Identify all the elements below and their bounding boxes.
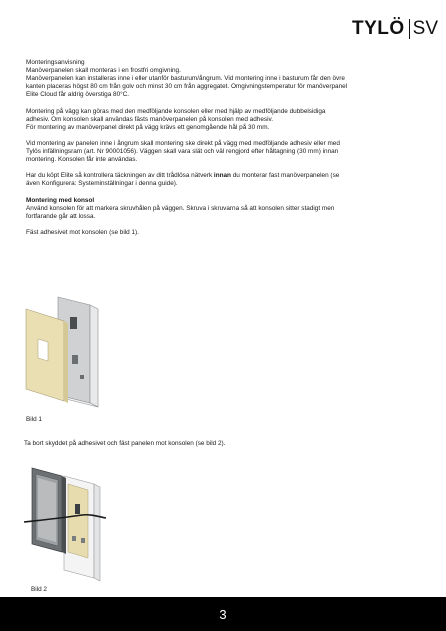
- logo-divider: [409, 19, 410, 39]
- figure-2-panel-mounting: [22, 460, 114, 582]
- paragraph-line: Manöverpanelen kan installeras inne i eller utanför basturum/ångrum. Vid montering inne i basturum får den övre: [26, 75, 345, 83]
- paragraph-line: Använd konsolen för att markera skruvhålen på väggen. Skruva i skruvarna så att konsolen sitter stadigt men: [26, 204, 335, 212]
- paragraph-line: Vid montering av panelen inne i ångrum skall montering ske direkt på vägg med medföljande adhesiv eller med: [26, 139, 340, 147]
- step-instruction-2: Ta bort skyddet på adhesivet och fäst panelen mot konsolen (se bild 2).: [24, 440, 226, 447]
- emphasis-text: innan: [213, 172, 231, 180]
- language-code: SV: [412, 18, 438, 39]
- page-number: 3: [219, 607, 227, 622]
- instruction-text: [26, 59, 414, 237]
- paragraph-line: fortfarande går att lossa.: [26, 212, 96, 220]
- text-run: du monterar fast manöverpanelen (se: [230, 172, 340, 180]
- paragraph-line: adhesiv. Om konsolen skall användas fästs manöverpanelen på konsolen med adhesiv.: [26, 115, 274, 123]
- paragraph-line: Elite Cloud får aldrig överstiga 80°C.: [26, 91, 130, 99]
- paragraph-line: Manöverpanelen skall monteras i en frostfri omgivning.: [26, 67, 181, 75]
- subsection-heading: Montering med konsol: [26, 196, 95, 204]
- paragraph-line: För montering av manöverpanel direkt på vägg krävs ett genomgående hål på 30 mm.: [26, 123, 270, 131]
- paragraph-line: [26, 172, 414, 180]
- paragraph-line: Montering på vägg kan göras med den medföljande konsolen eller med hjälp av medföljande dubbelsidiga: [26, 107, 326, 115]
- figure-2-caption: Bild 2: [31, 586, 47, 593]
- brand-logo: [352, 18, 438, 40]
- text-run: Har du köpt Elite så kontrollera täckningen av ditt trådlösa nätverk: [26, 172, 214, 180]
- brand-name: TYLÖ: [351, 18, 405, 39]
- step-instruction: Fäst adhesivet mot konsolen (se bild 1).: [26, 228, 139, 236]
- paragraph-line: även Konfigurera: Systeminställningar i denna guide).: [26, 180, 178, 188]
- paragraph-line: montering. Konsolen får inte användas.: [26, 156, 138, 164]
- page-footer: [0, 597, 446, 631]
- paragraph-line: kanten placeras högst 80 cm från golv och minst 30 cm från aggregatet. Omgivningstemperatur för manöverpanel: [26, 83, 348, 91]
- figure-1-caption: Bild 1: [26, 416, 42, 423]
- section-heading: Monteringsanvisning: [26, 59, 85, 66]
- paragraph-line: Tylös infällningsram (art. Nr 90001056). Väggen skall vara slät och väl rengjord efter håltagning (30 mm) innan: [26, 148, 339, 156]
- figure-1-bracket-adhesive: [22, 295, 112, 411]
